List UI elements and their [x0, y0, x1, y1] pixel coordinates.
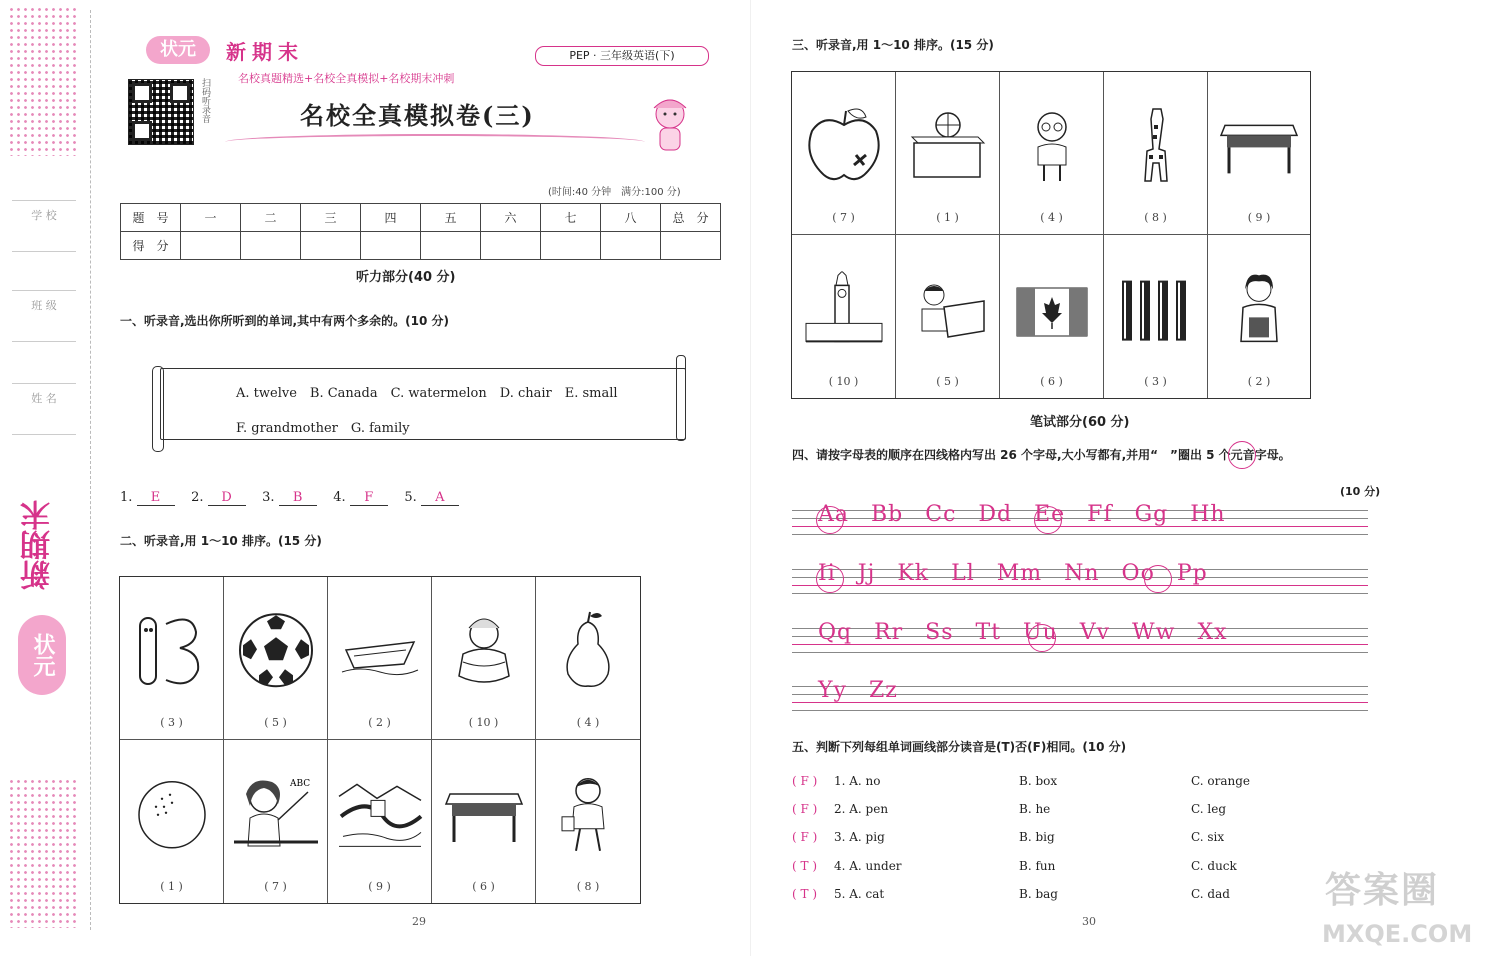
listening-title: 听力部分(40 分) [356, 270, 456, 285]
score-table-score-row [121, 232, 721, 260]
q5-option-c: C. leg [1191, 802, 1227, 816]
q5-mark[interactable]: ( F ) [792, 830, 818, 844]
grandpa-icon [1022, 105, 1082, 185]
q2-cell [224, 740, 328, 903]
q1-title: 一、听录音,选出你所听到的单词,其中有两个多余的。(10 分) [120, 314, 449, 328]
q5-title: 五、判断下列每组单词画线部分读音是(T)否(F)相同。(10 分) [792, 740, 1127, 754]
q2-cell-number: ( 7 ) [264, 880, 287, 893]
score-cell: 题 号 [121, 204, 181, 232]
q3-cell-number: ( 2 ) [1247, 375, 1271, 388]
q5-row [792, 830, 1224, 844]
q2-cell-number: ( 4 ) [576, 716, 600, 729]
page-fold [750, 0, 751, 956]
q2-cell [120, 577, 224, 740]
teacher-icon [234, 774, 318, 854]
watermark-logo: 答案圈 [1325, 870, 1440, 911]
score-input[interactable] [661, 232, 721, 260]
q5-option-a: 1. A. no [834, 774, 881, 788]
q3-cell-number: ( 9 ) [1247, 211, 1271, 224]
q2-cell-number: ( 5 ) [264, 716, 287, 729]
sidebar-field-school[interactable] [12, 200, 76, 252]
q3-cell-number: ( 5 ) [936, 375, 959, 388]
orange-icon [136, 778, 208, 850]
q3-cell [1000, 235, 1104, 398]
score-cell: 六 [481, 204, 541, 232]
q3-cell [1104, 235, 1208, 398]
q2-cell [120, 740, 224, 903]
q3-cell-number: ( 7 ) [832, 211, 855, 224]
q2-cell [432, 577, 536, 740]
score-cell: 总 分 [661, 204, 721, 232]
q3-cell [896, 72, 1000, 235]
score-input[interactable] [541, 232, 601, 260]
q3-cell-number: ( 6 ) [1040, 375, 1063, 388]
apple-icon [804, 105, 884, 185]
boy-icon [558, 772, 618, 854]
q2-cell [432, 740, 536, 903]
time-note: (时间:40 分钟 满分:100 分) [548, 187, 681, 198]
sidebar-brand-badge: 状元 [18, 615, 66, 695]
q3-cell [1000, 72, 1104, 235]
q3-cell [1208, 235, 1310, 398]
sidebar-field-class[interactable] [12, 290, 76, 342]
score-input[interactable] [181, 232, 241, 260]
q5-option-b: B. bag [1019, 887, 1058, 901]
score-table-header-row [121, 204, 721, 232]
page-number-right: 30 [1082, 915, 1096, 928]
q2-cell [224, 577, 328, 740]
series-name: 新期末 [226, 40, 304, 64]
q3-cell-number: ( 4 ) [1040, 211, 1063, 224]
girl-icon [1229, 271, 1289, 347]
q5-mark[interactable]: ( F ) [792, 802, 818, 816]
sidebar-field-label: 班 级 [31, 299, 57, 312]
sidebar-dots-bottom [8, 778, 78, 928]
q5-option-a: 5. A. cat [834, 887, 885, 901]
q5-mark[interactable]: ( T ) [792, 887, 817, 901]
q3-picture-grid [791, 71, 1311, 399]
q2-cell-number: ( 2 ) [368, 716, 391, 729]
watermark-url: MXQE.COM [1322, 920, 1473, 948]
q3-cell [1104, 72, 1208, 235]
sidebar-logo: 新期末 [21, 500, 56, 590]
four-line-row-3 [792, 620, 1368, 652]
q3-cell-number: ( 1 ) [936, 211, 959, 224]
q3-cell-number: ( 8 ) [1144, 211, 1167, 224]
letters-row-1: Aa Bb Cc Dd Ee Ff Gg Hh [818, 502, 1226, 527]
q1-answers [120, 490, 459, 506]
qr-caption: 扫码听录音 [200, 78, 210, 123]
four-line-row-1 [792, 502, 1368, 534]
qr-code[interactable] [128, 79, 194, 145]
boy-at-desk-icon [908, 281, 988, 341]
q5-row [792, 887, 1230, 901]
title-swoosh [225, 134, 645, 150]
q4-title: 四、请按字母表的顺序在四线格内写出 26 个字母,大小写都有,并用“ ”圈出 5 个元音字母。 [792, 448, 1291, 462]
score-input[interactable] [241, 232, 301, 260]
q2-picture-grid [119, 576, 641, 904]
written-title: 笔试部分(60 分) [1030, 415, 1130, 430]
q2-cell [328, 577, 432, 740]
score-input[interactable] [481, 232, 541, 260]
q5-option-a: 4. A. under [834, 859, 902, 873]
q5-option-b: B. box [1019, 774, 1058, 788]
boat-icon [340, 628, 420, 678]
teacher-board-text: ABC [289, 778, 310, 789]
q2-cell-number: ( 8 ) [576, 880, 600, 893]
q2-cell [536, 577, 640, 740]
q2-cell [536, 740, 640, 903]
q5-option-b: B. big [1019, 830, 1055, 844]
vowel-circle [1144, 565, 1172, 593]
q2-title: 二、听录音,用 1～10 排序。(15 分) [120, 534, 322, 548]
score-input[interactable] [601, 232, 661, 260]
sidebar-dots-top [8, 6, 78, 156]
q1-answer-num: 2. [191, 490, 204, 505]
girl-mascot-icon [640, 88, 700, 160]
q4-title-circle-icon [1228, 441, 1256, 469]
four-line-row-2 [792, 561, 1368, 593]
letters-row-4: Yy Zz [818, 678, 898, 703]
q5-row [792, 859, 1237, 873]
score-input[interactable] [421, 232, 481, 260]
score-cell: 七 [541, 204, 601, 232]
grandma-icon [449, 610, 519, 690]
q1-answer-blank[interactable]: B [279, 490, 317, 506]
vowel-circle [1034, 506, 1062, 534]
q3-cell [1208, 72, 1310, 235]
letters-row-2: Ii Jj Kk Ll Mm Nn Oo Pp [818, 561, 1208, 586]
q1-answer-num: 5. [404, 490, 417, 505]
q5-option-c: C. six [1191, 830, 1225, 844]
scroll-left-curl [152, 366, 164, 452]
q1-answer-num: 3. [262, 490, 275, 505]
sidebar-field-name[interactable] [12, 383, 76, 435]
edition-badge: PEP · 三年级英语(下) [535, 46, 709, 66]
scroll-right-curl [676, 355, 686, 441]
page-number-left: 29 [412, 915, 426, 928]
q5-option-c: C. orange [1191, 774, 1251, 788]
tagline: 名校真题精选+名校全真模拟+名校期末冲刺 [238, 72, 455, 85]
desk-icon [444, 786, 524, 846]
q3-cell [792, 72, 896, 235]
score-cell: 五 [421, 204, 481, 232]
q2-cell-number: ( 3 ) [160, 716, 183, 729]
giraffe-icon [1131, 105, 1181, 185]
q2-cell-number: ( 9 ) [368, 880, 391, 893]
score-cell: 二 [241, 204, 301, 232]
q2-cell-number: ( 6 ) [472, 880, 495, 893]
q4-score: (10 分) [1340, 485, 1381, 498]
score-input[interactable] [361, 232, 421, 260]
q1-options-line2: F. grandmother G. family [236, 421, 410, 436]
great-wall-icon [337, 776, 423, 852]
score-cell: 八 [601, 204, 661, 232]
canada-flag-icon [1016, 287, 1088, 337]
q3-cell [896, 235, 1000, 398]
score-cell: 三 [301, 204, 361, 232]
q5-option-b: B. he [1019, 802, 1051, 816]
score-table [120, 203, 721, 260]
letters-row-3: Qq Rr Ss Tt Uu Vv Ww Xx [818, 620, 1228, 645]
q5-option-c: C. duck [1191, 859, 1237, 873]
sidebar-field-label: 姓 名 [31, 392, 57, 405]
q2-cell-number: ( 10 ) [468, 716, 499, 729]
q5-row [792, 802, 1226, 816]
q3-cell-number: ( 10 ) [828, 375, 859, 388]
q5-row [792, 774, 1250, 788]
page-title: 名校全真模拟卷(三) [300, 101, 535, 130]
q5-mark[interactable]: ( T ) [792, 859, 817, 873]
piano-keys-icon [1120, 278, 1192, 342]
q5-option-a: 3. A. pig [834, 830, 885, 844]
sidebar-divider [90, 10, 91, 930]
q1-answer-blank[interactable]: D [208, 490, 246, 506]
score-row-label: 得 分 [121, 232, 181, 260]
q3-cell-number: ( 3 ) [1144, 375, 1167, 388]
ball-in-box-icon [908, 111, 988, 181]
q2-cell [328, 740, 432, 903]
q1-options-line1: A. twelve B. Canada C. watermelon D. chair E. small [236, 386, 618, 401]
q3-cell [792, 235, 896, 398]
score-cell: 一 [181, 204, 241, 232]
q5-mark[interactable]: ( F ) [792, 774, 818, 788]
q5-option-a: 2. A. pen [834, 802, 889, 816]
q1-answer-blank[interactable]: F [350, 490, 388, 506]
q5-option-b: B. fun [1019, 859, 1056, 873]
vowel-circle [816, 565, 844, 593]
q5-option-c: C. dad [1191, 887, 1230, 901]
q1-answer-num: 4. [333, 490, 346, 505]
q1-answer-blank[interactable]: E [137, 490, 175, 506]
desk-icon [1219, 119, 1299, 175]
sidebar-field-label: 学 校 [31, 209, 57, 222]
big-ben-icon [804, 271, 884, 347]
number-13-icon [132, 610, 212, 690]
score-input[interactable] [301, 232, 361, 260]
q2-cell-number: ( 1 ) [160, 880, 183, 893]
q1-answer-num: 1. [120, 490, 133, 505]
q1-answer-blank[interactable]: A [421, 490, 459, 506]
soccer-ball-icon [237, 611, 315, 689]
vowel-circle [816, 506, 844, 534]
pear-icon [558, 610, 618, 690]
vowel-circle [1028, 624, 1056, 652]
brand-badge: 状元 [146, 36, 210, 64]
q3-title: 三、听录音,用 1～10 排序。(15 分) [792, 38, 994, 52]
four-line-row-4 [792, 678, 1368, 710]
score-cell: 四 [361, 204, 421, 232]
